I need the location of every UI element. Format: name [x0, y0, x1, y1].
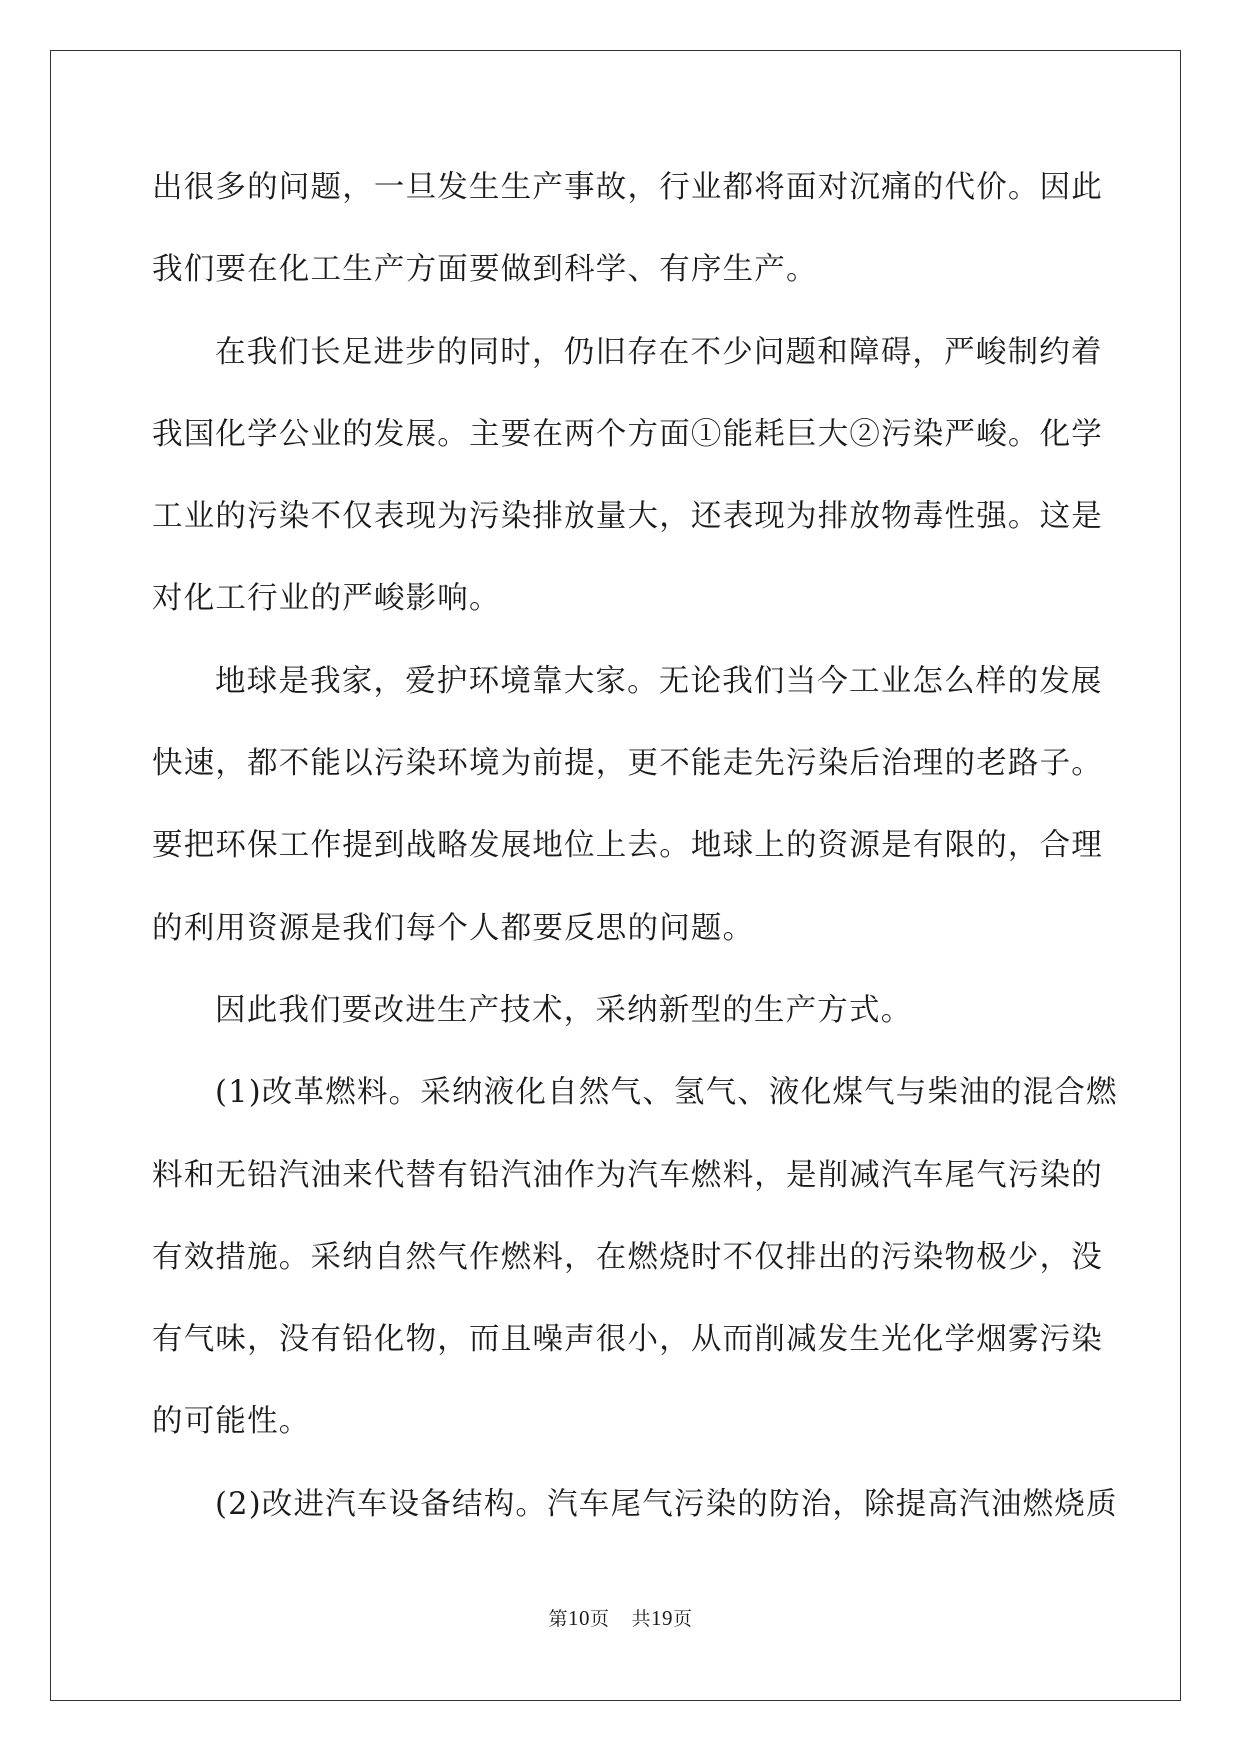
- page-number-current: 10: [567, 1606, 590, 1630]
- page-number-prefix: 第: [548, 1608, 568, 1630]
- document-body: [152, 162, 1118, 1561]
- text-line: (2)改进汽车设备结构。汽车尾气污染的防治，除提高汽油燃烧质: [215, 1486, 1118, 1522]
- text-line: 在我们长足进步的同时，仍旧存在不少问题和障碍，严峻制约着: [215, 334, 1103, 370]
- text-line: 出很多的问题，一旦发生生产事故，行业都将面对沉痛的代价。因此: [152, 170, 1103, 205]
- text-line: 我国化学公业的发展。主要在两个方面①能耗巨大②污染严峻。化学: [152, 416, 1103, 452]
- text-line: 要把环保工作提到战略发展地位上去。地球上的资源是有限的，合理: [152, 828, 1103, 864]
- text-line: 对化工行业的严峻影响。: [152, 581, 501, 617]
- text-line: 的可能性。: [152, 1404, 311, 1440]
- text-line: (1)改革燃料。采纳液化自然气、氢气、液化煤气与柴油的混合燃: [215, 1075, 1118, 1111]
- page-number-total: 19: [651, 1606, 674, 1630]
- text-line: 有效措施。采纳自然气作燃料，在燃烧时不仅排出的污染物极少，没: [152, 1239, 1103, 1275]
- text-line: 快速，都不能以污染环境为前提，更不能走先污染后治理的老路子。: [152, 746, 1103, 782]
- text-line: 工业的污染不仅表现为污染排放量大，还表现为排放物毒性强。这是: [152, 499, 1103, 535]
- page-footer: [0, 1606, 1241, 1631]
- page-number-unit: 页: [589, 1608, 610, 1630]
- text-line: 因此我们要改进生产技术，采纳新型的生产方式。: [215, 992, 913, 1028]
- text-line: 的利用资源是我们每个人都要反思的问题。: [152, 910, 755, 946]
- text-line: 我们要在化工生产方面要做到科学、有序生产。: [152, 252, 818, 288]
- text-line: 料和无铅汽油来代替有铅汽油作为汽车燃料，是削减汽车尾气污染的: [152, 1157, 1103, 1193]
- text-line: 有气味，没有铅化物，而且噪声很小，从而削减发生光化学烟雾污染: [152, 1322, 1103, 1358]
- page-total-unit: 页: [673, 1608, 693, 1630]
- text-line: 地球是我家，爱护环境靠大家。无论我们当今工业怎么样的发展: [215, 663, 1103, 699]
- page-total-prefix: 共: [631, 1608, 652, 1630]
